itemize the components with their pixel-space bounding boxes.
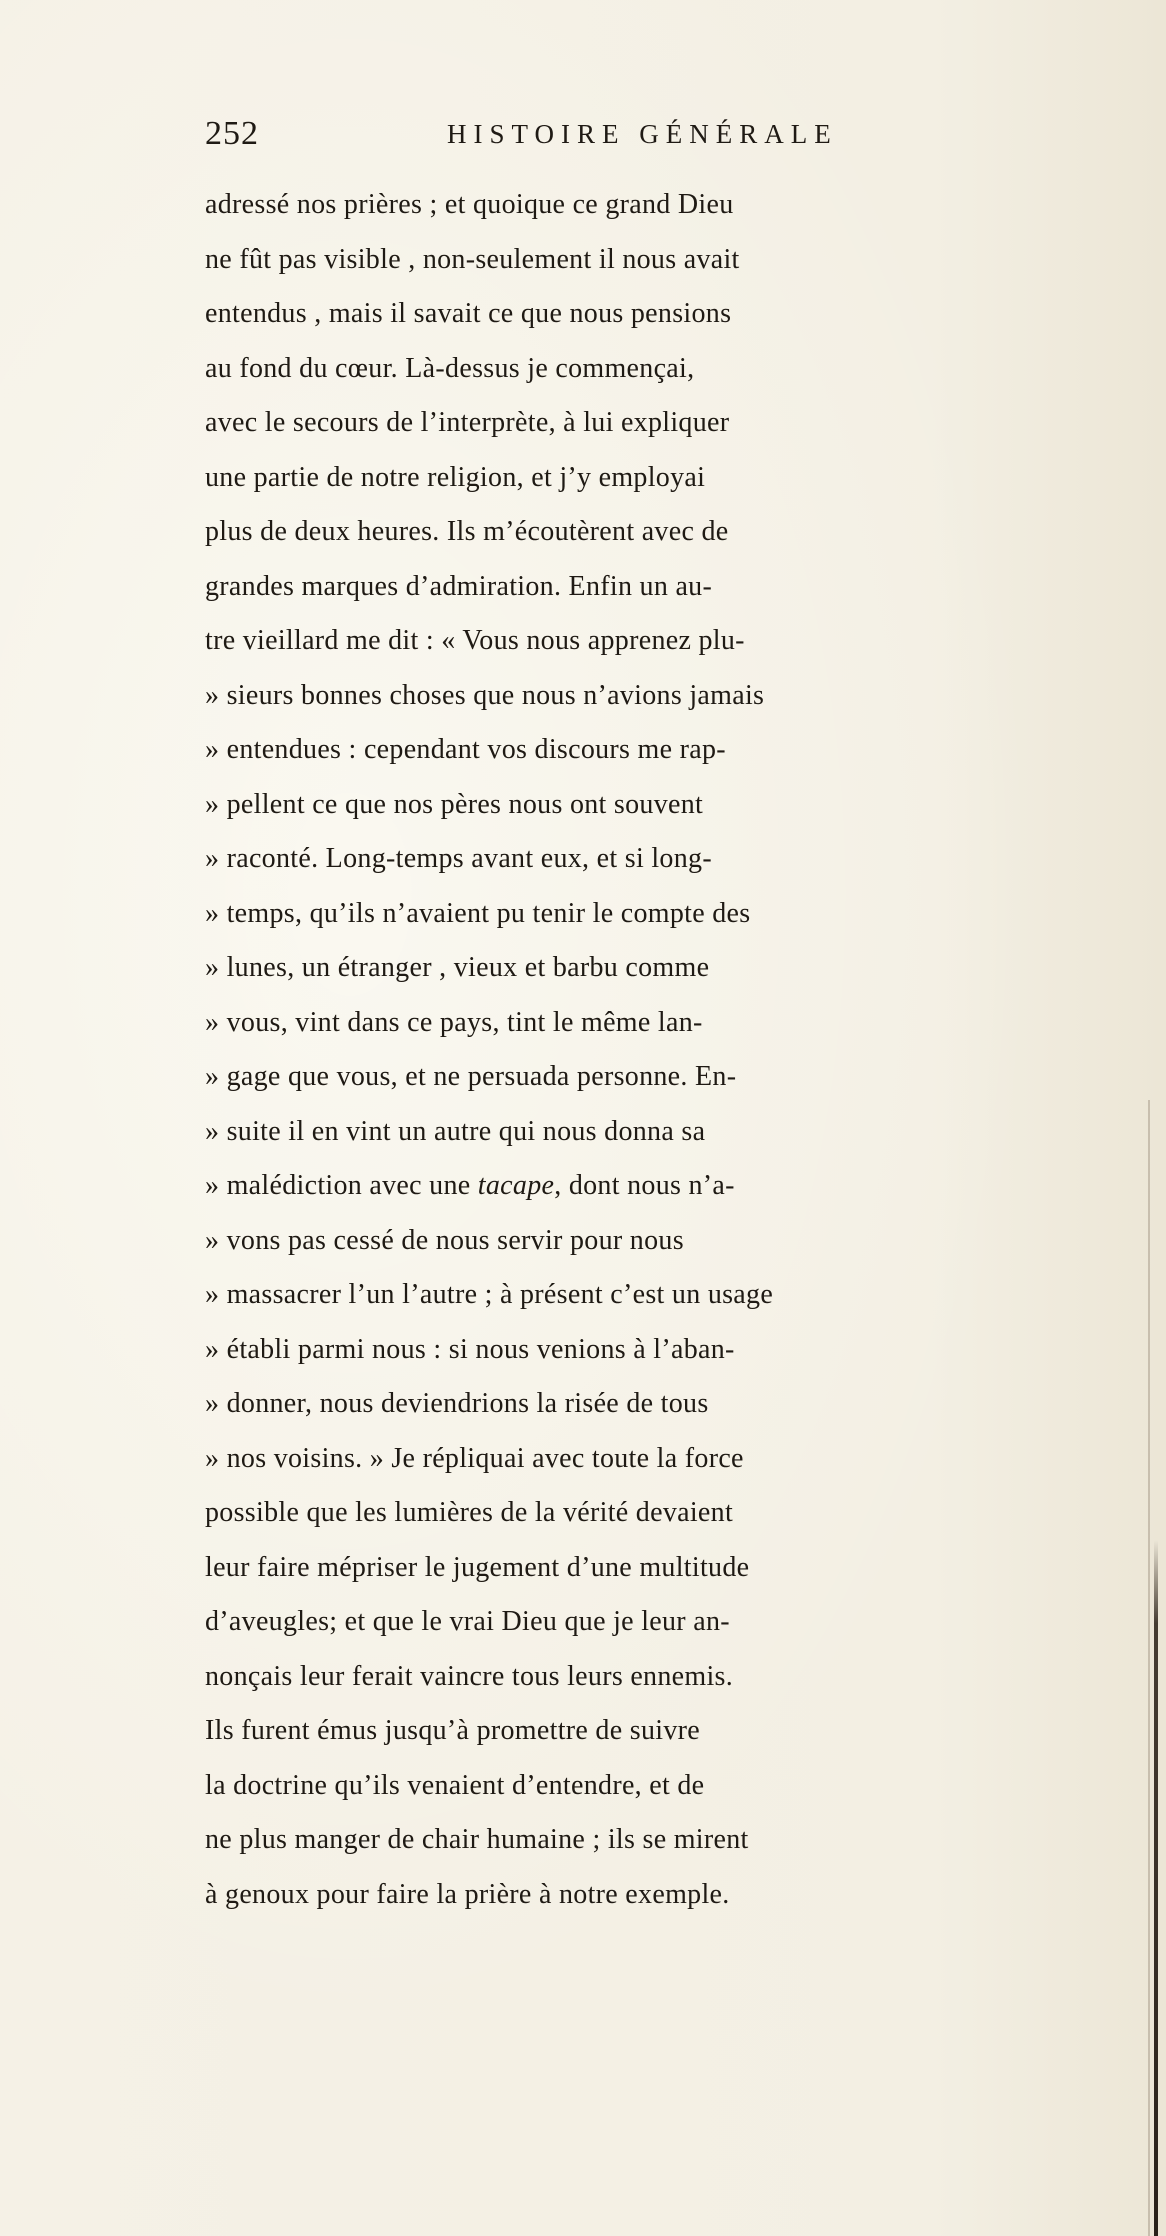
text-line: » vous, vint dans ce pays, tint le même lan- (205, 1006, 703, 1038)
text-line: » lunes, un étranger , vieux et barbu comme (205, 952, 710, 983)
text-line: » vons pas cessé de nous servir pour nous (205, 1224, 684, 1256)
body-text (205, 178, 1163, 1922)
page-number: 252 (205, 115, 259, 152)
italic-word: tacape (477, 1170, 555, 1201)
text-line: Ils furent émus jusqu’à promettre de suivre (205, 1715, 700, 1746)
text-line: » pellent ce que nos pères nous ont souvent (205, 788, 704, 820)
text-line: ne fût pas visible , non-seulement il nous avait (205, 243, 740, 275)
text-line: d’aveugles; et que le vrai Dieu que je leur an- (205, 1606, 730, 1637)
text-line: » temps, qu’ils n’avaient pu tenir le compte des (205, 897, 751, 929)
text-line: à genoux pour faire la prière à notre exemple. (205, 1878, 730, 1910)
text-line: » suite il en vint un autre qui nous donna sa (205, 1115, 706, 1147)
text-line: nonçais leur ferait vaincre tous leurs ennemis. (205, 1660, 734, 1692)
text-line: avec le secours de l’interprète, à lui expliquer (205, 407, 730, 438)
text-line: grandes marques d’admiration. Enfin un au- (205, 570, 713, 602)
text-line: » gage que vous, et ne persuada personne. En- (205, 1061, 737, 1092)
text-line: leur faire mépriser le jugement d’une multitude (205, 1551, 750, 1583)
text-line: » sieurs bonnes choses que nous n’avions jamais (205, 679, 765, 711)
running-title: HISTOIRE GÉNÉRALE (447, 119, 838, 149)
text-line: ne plus manger de chair humaine ; ils se mirent (205, 1824, 749, 1855)
text-line: la doctrine qu’ils venaient d’entendre, et de (205, 1769, 705, 1801)
text-line: » donner, nous deviendrions la risée de tous (205, 1388, 709, 1419)
text-line: au fond du cœur. Là-dessus je commençai, (205, 352, 695, 384)
text-line: » établi parmi nous : si nous venions à l’aban- (205, 1333, 735, 1365)
text-line: » raconté. Long-temps avant eux, et si long- (205, 843, 712, 874)
text-line: » entendues : cependant vos discours me rap- (205, 734, 726, 765)
text-line: une partie de notre religion, et j’y employai (205, 461, 706, 493)
text-line: » nos voisins. » Je répliquai avec toute la force (205, 1442, 744, 1474)
text-line: adressé nos prières ; et quoique ce grand Dieu (205, 189, 734, 220)
text-line: entendus , mais il savait ce que nous pensions (205, 298, 732, 329)
text-line: tre vieillard me dit : « Vous nous apprenez plu- (205, 625, 745, 656)
text-line: plus de deux heures. Ils m’écoutèrent avec de (205, 516, 729, 547)
text-line: » malédiction avec une tacape, dont nous n’a- (205, 1170, 735, 1201)
text-line: possible que les lumières de la vérité devaient (205, 1497, 734, 1528)
text-line: » massacrer l’un l’autre ; à présent c’est un usage (205, 1279, 774, 1310)
running-head (205, 115, 975, 155)
